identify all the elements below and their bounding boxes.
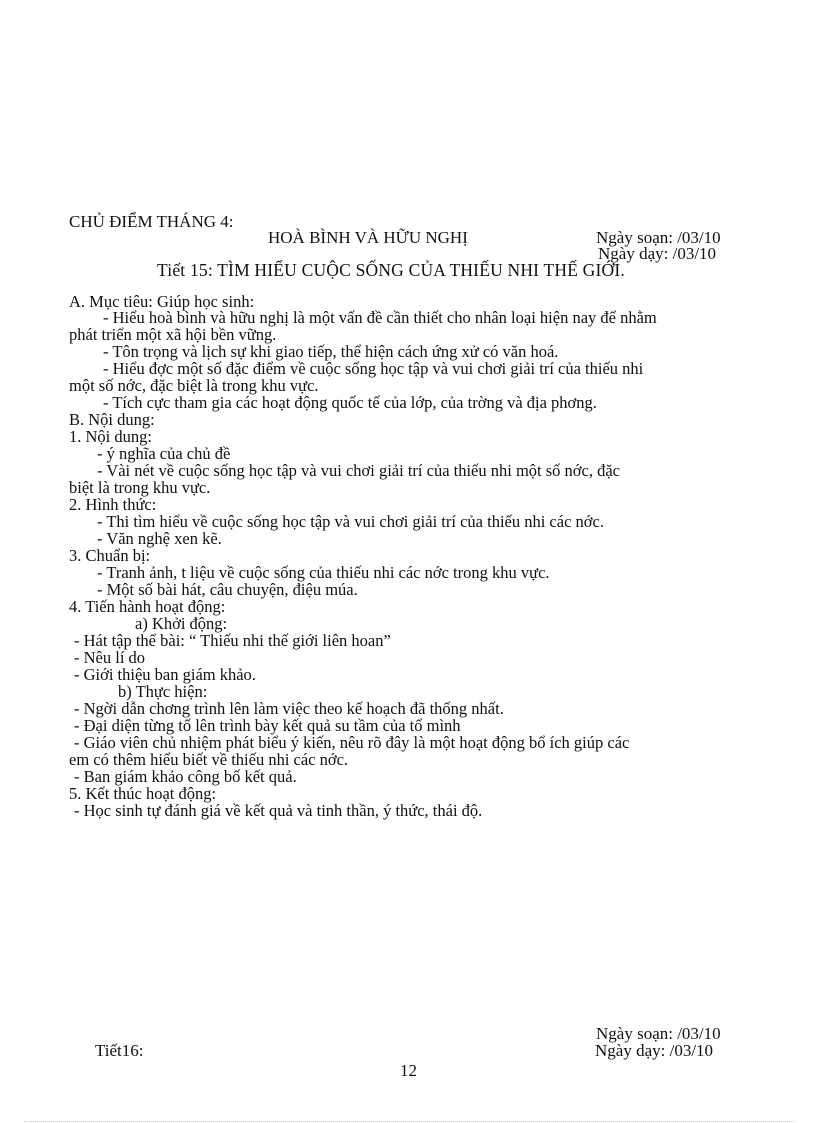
next-lesson-label: Tiết16: (95, 1041, 144, 1060)
date-prepared: Ngày soạn: /03/10 (596, 228, 721, 247)
body-line: một số nớc, đặc biệt là trong khu vực. (69, 376, 319, 395)
body-line: - Đại diện từng tổ lên trình bày kết quả su tầm của tổ mình (74, 716, 461, 735)
body-line: - Một số bài hát, câu chuyện, điệu múa. (97, 580, 358, 599)
section-a-heading: A. Mục tiêu: Giúp học sinh: (69, 292, 255, 311)
theme-title: HOÀ BÌNH VÀ HỮU NGHỊ (268, 228, 468, 247)
body-line: - Tích cực tham gia các hoạt động quốc tế của lớp, của trờng và địa phơng. (103, 393, 597, 412)
theme-label: CHỦ ĐIỂM THÁNG 4: (69, 212, 234, 231)
body-line: - Văn nghệ xen kẽ. (97, 529, 222, 548)
body-line: - Thi tìm hiểu về cuộc sống học tập và vui chơi giải trí của thiếu nhi các nớc. (97, 512, 604, 531)
footer-date-taught: Ngày dạy: /03/10 (595, 1041, 714, 1060)
section-b-heading: B. Nội dung: (69, 410, 155, 429)
body-line: - ý nghĩa của chủ đề (97, 444, 231, 463)
body-line: biệt là trong khu vực. (69, 478, 211, 497)
date-taught: Ngày dạy: /03/10 (598, 244, 717, 263)
body-line: - Nêu lí do (74, 648, 146, 667)
body-line: - Vài nét về cuộc sống học tập và vui chơi giải trí của thiếu nhi một số nớc, đặc (97, 461, 621, 480)
body-line: - Học sinh tự đánh giá về kết quả và tinh thần, ý thức, thái độ. (74, 801, 483, 820)
body-line: - Hát tập thể bài: “ Thiếu nhi thế giới liên hoan” (74, 631, 391, 650)
body-line: - Ban giám khảo công bố kết quả. (74, 767, 297, 786)
footer-date-prepared: Ngày soạn: /03/10 (596, 1024, 721, 1043)
body-line: - Tôn trọng và lịch sự khi giao tiếp, thể hiện cách ứng xử có văn hoá. (103, 342, 559, 361)
page-number: 12 (400, 1061, 417, 1080)
subsection-heading: 2. Hình thức: (69, 495, 157, 514)
body-line: - Giáo viên chủ nhiệm phát biểu ý kiến, nêu rõ đây là một hoạt động bổ ích giúp các (74, 733, 630, 752)
subsection-heading: 5. Kết thúc hoạt động: (69, 784, 217, 803)
step-heading: b) Thực hiện: (118, 682, 208, 701)
body-line: - Hiểu hoà bình và hữu nghị là một vấn đề cần thiết cho nhân loại hiện nay để nhằm (103, 308, 657, 327)
step-heading: a) Khởi động: (135, 614, 228, 633)
lesson-title: Tiết 15: TÌM HIỂU CUỘC SỐNG CỦA THIẾU NHI THẾ GIỚI. (157, 260, 625, 280)
subsection-heading: 1. Nội dung: (69, 427, 152, 446)
body-line: - Giới thiệu ban giám khảo. (74, 665, 256, 684)
body-line: - Hiểu đợc một số đặc điểm về cuộc sống học tập và vui chơi giải trí của thiếu nhi (103, 359, 644, 378)
body-line: - Tranh ảnh, t liệu về cuộc sống của thiếu nhi các nớc trong khu vực. (97, 563, 550, 582)
body-line: phát triển một xã hội bền vững. (69, 325, 277, 344)
subsection-heading: 4. Tiến hành hoạt động: (69, 597, 226, 616)
body-line: em có thêm hiểu biết về thiếu nhi các nớc. (69, 750, 349, 769)
page-bottom-border (24, 1121, 794, 1122)
body-line: - Ngời dẫn chơng trình lên làm việc theo kế hoạch đã thống nhất. (74, 699, 504, 718)
subsection-heading: 3. Chuẩn bị: (69, 546, 151, 565)
